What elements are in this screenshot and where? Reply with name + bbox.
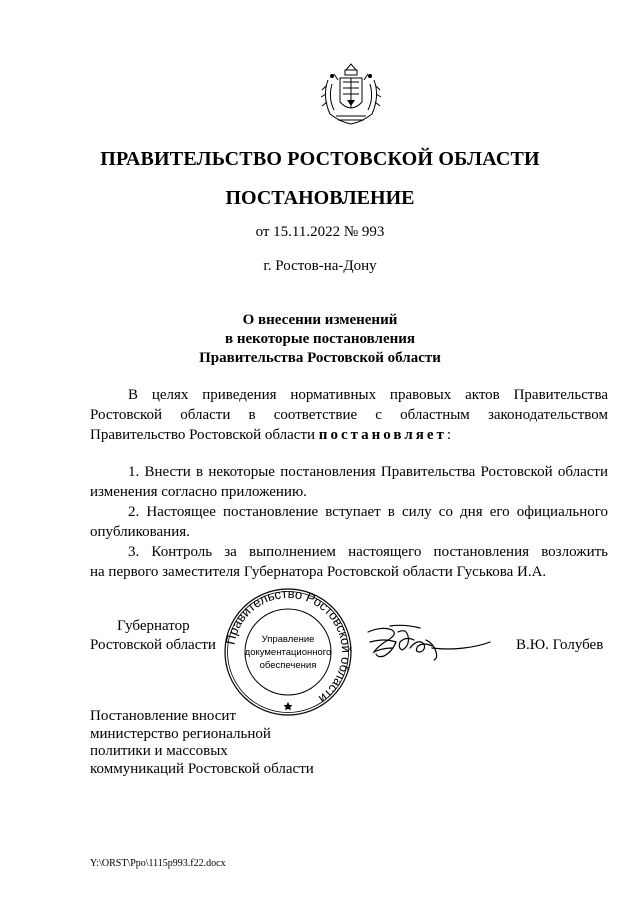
city: г. Ростов-на-Дону	[263, 258, 377, 274]
paragraph-line: опубликования.	[90, 524, 190, 540]
paragraph-line: В целях приведения нормативных правовых актов Правительства	[128, 387, 608, 403]
paragraph-text: :	[446, 427, 452, 443]
note-line: Постановление вносит	[90, 708, 237, 724]
paragraph-line: 3. Контроль за выполнением настоящего постановления возложить	[128, 544, 608, 560]
document-subject	[0, 311, 640, 368]
government-title: ПРАВИТЕЛЬСТВО РОСТОВСКОЙ ОБЛАСТИ	[100, 148, 540, 170]
paragraph-line: Ростовской области в соответствие с областным законодательством	[90, 407, 608, 423]
item-1	[90, 462, 608, 502]
handwritten-signature-icon	[364, 618, 494, 668]
paragraph-line: 2. Настоящее постановление вступает в силу со дня его официального	[128, 504, 608, 520]
note-line: министерство региональной	[90, 725, 271, 742]
signer-title: Губернатор	[117, 618, 190, 634]
subject-line: Правительства Ростовской области	[199, 350, 441, 366]
note-line: политики и массовых	[90, 743, 228, 759]
submitter-note	[90, 708, 314, 778]
seal-inner-text: документационного	[244, 647, 332, 658]
file-path: Y:\ORST\Ppo\1115p993.f22.docx	[90, 858, 226, 869]
coat-of-arms-icon	[316, 60, 386, 130]
seal-inner-text: Управление	[261, 634, 315, 645]
intro-paragraph	[90, 385, 608, 445]
paragraph-line	[90, 425, 608, 445]
item-2	[90, 502, 608, 542]
date-number: от 15.11.2022 № 993	[255, 224, 385, 240]
signer-name: В.Ю. Голубев	[516, 637, 604, 653]
item-3	[90, 542, 608, 582]
seal-outer-text: Правительство Ростовской области	[222, 586, 354, 707]
seal-inner-text: обеспечения	[259, 660, 317, 671]
subject-line: в некоторые постановления	[224, 331, 416, 347]
paragraph-line: изменения согласно приложению.	[90, 484, 307, 500]
paragraph-line: на первого заместителя Губернатора Ростовской области Гуськова И.А.	[90, 564, 547, 580]
subject-line: О внесении изменений	[242, 312, 398, 328]
paragraph-text: Правительство Ростовской области	[90, 427, 319, 443]
signer-region: Ростовской области	[90, 637, 216, 653]
paragraph-line: 1. Внести в некоторые постановления Правительства Ростовской области	[128, 464, 608, 480]
document-type: ПОСТАНОВЛЕНИЕ	[225, 187, 415, 209]
resolves-word: постановляет	[318, 427, 447, 443]
official-seal-icon	[222, 586, 354, 718]
note-line: коммуникаций Ростовской области	[90, 760, 314, 777]
